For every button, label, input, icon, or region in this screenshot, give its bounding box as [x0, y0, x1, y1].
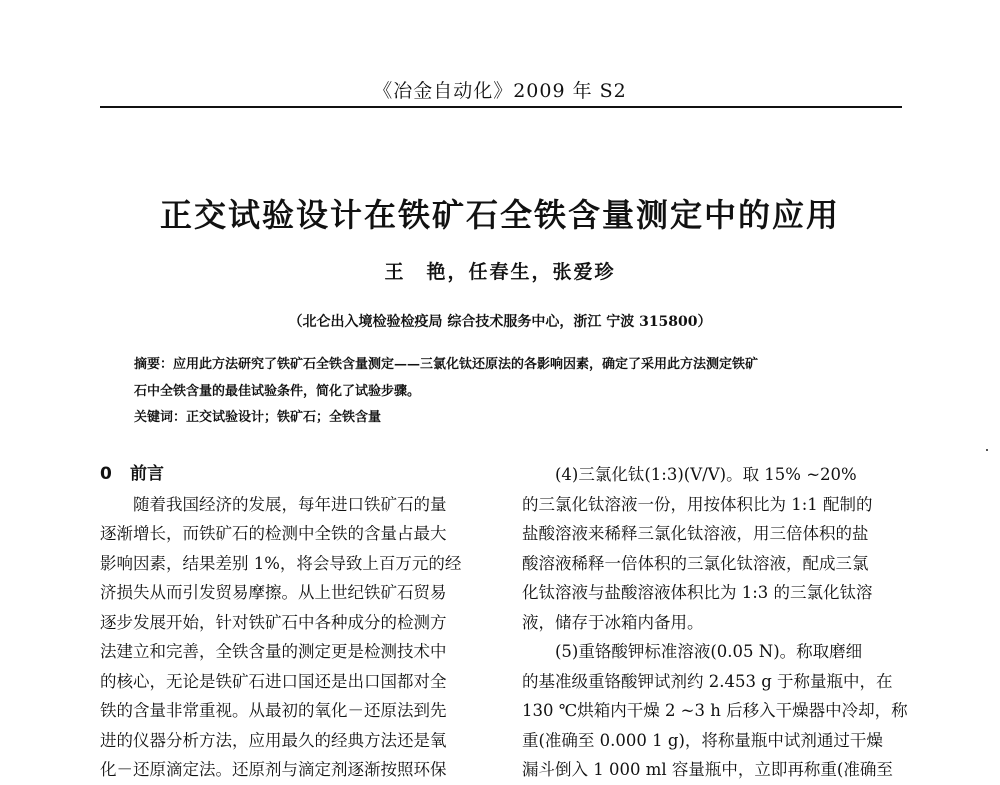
text-line: 济损失从而引发贸易摩擦。从上世纪铁矿石贸易 [100, 583, 447, 602]
left-column [100, 460, 500, 785]
abstract-line: 摘要：应用此方法研究了铁矿石全铁含量测定——三氯化钛还原法的各影响因素，确定了采用此方法测定铁矿 [134, 357, 759, 372]
text-line: (4)三氯化钛(1:3)(V/V)。取 15% ~20% [522, 465, 857, 484]
text-line: 液，储存于冰箱内备用。 [522, 612, 704, 632]
text-line: 重(准确至 0.000 1 g)，将称量瓶中试剂通过干燥 [522, 730, 883, 750]
affiliation: （北仑出入境检验检疫局 综合技术服务中心，浙江 宁波 315800） [288, 314, 712, 330]
margin-dot [986, 449, 988, 451]
text-line: 进的仪器分析方法，应用最久的经典方法还是氧 [100, 730, 447, 750]
paper-title: 正交试验设计在铁矿石全铁含量测定中的应用 [159, 196, 840, 234]
text-line: 130 ℃烘箱内干燥 2 ~3 h 后移入干燥器中冷却，称 [522, 701, 908, 720]
text-line: 铁的含量非常重视。从最初的氧化－还原法到先 [100, 701, 447, 720]
text-line: 化钛溶液与盐酸溶液体积比为 1:3 的三氯化钛溶 [522, 583, 873, 602]
text-line: 的基准级重铬酸钾试剂约 2.453 g 于称量瓶中，在 [522, 671, 893, 691]
text-line: 逐渐增长，而铁矿石的检测中全铁的含量占最大 [100, 524, 447, 543]
text-line: 盐酸溶液来稀释三氯化钛溶液，用三倍体积的盐 [522, 524, 869, 543]
author-list: 王 艳，任春生，张爱珍 [384, 261, 616, 283]
text-line: 漏斗倒入 1 000 ml 容量瓶中，立即再称重(准确至 [522, 760, 893, 779]
header-rule [100, 106, 902, 108]
section-number: 0 [100, 464, 112, 484]
section-title: 前言 [130, 464, 164, 484]
text-line: 法建立和完善，全铁含量的测定更是检测技术中 [100, 642, 447, 661]
text-line: 酸溶液稀释一倍体积的三氯化钛溶液，配成三氯 [522, 553, 869, 573]
text-line: 随着我国经济的发展，每年进口铁矿石的量 [100, 494, 447, 514]
text-line: (5)重铬酸钾标准溶液(0.05 N)。称取磨细 [522, 642, 863, 661]
text-line: 影响因素，结果差别 1%，将会导致上百万元的经 [100, 553, 462, 573]
section-heading [100, 460, 500, 490]
journal-header: 《冶金自动化》2009 年 S2 [373, 80, 627, 102]
right-column [522, 460, 922, 785]
keywords-line: 关键词：正交试验设计；铁矿石；全铁含量 [134, 410, 382, 425]
text-line: 化－还原滴定法。还原剂与滴定剂逐渐按照环保 [100, 760, 447, 779]
text-line: 的核心，无论是铁矿石进口国还是出口国都对全 [100, 671, 447, 691]
text-line: 的三氯化钛溶液一份，用按体积比为 1:1 配制的 [522, 494, 873, 514]
text-line: 逐步发展开始，针对铁矿石中各种成分的检测方 [100, 612, 447, 632]
abstract-line: 石中全铁含量的最佳试验条件，简化了试验步骤。 [134, 384, 421, 399]
